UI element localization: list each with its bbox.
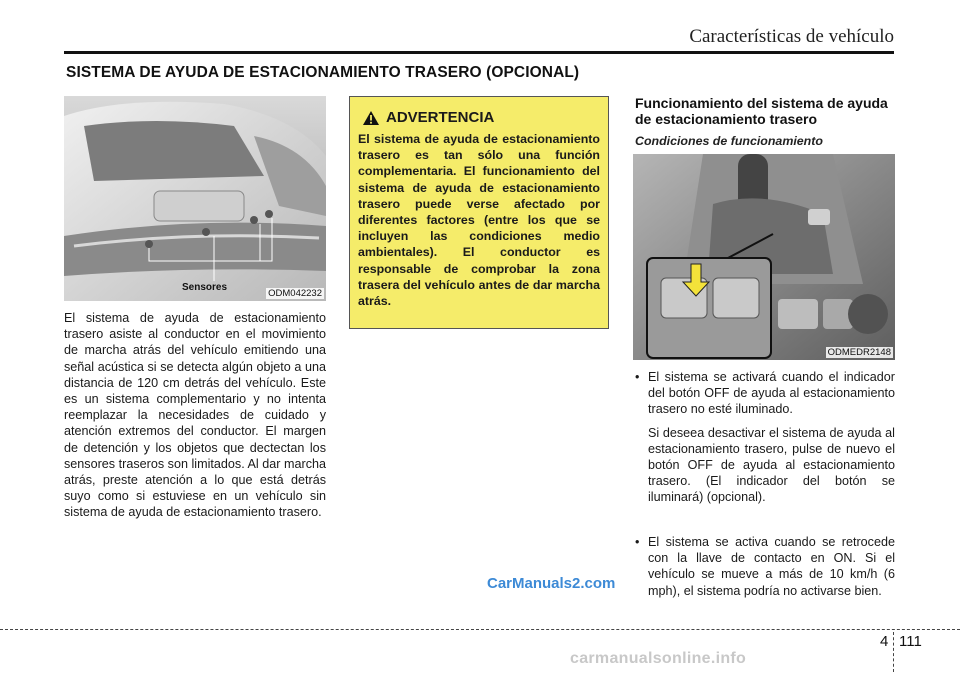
page-separator — [893, 632, 894, 672]
warning-title: ADVERTENCIA — [386, 109, 495, 126]
image-code: ODM042232 — [268, 288, 322, 299]
page-number: 111 — [899, 633, 922, 650]
center-console-illustration — [633, 154, 895, 360]
operation-subtitle: Condiciones de funcionamiento — [635, 134, 823, 148]
watermark-link[interactable]: CarManuals2.com — [487, 575, 616, 592]
console-button-photo — [633, 154, 895, 360]
chapter-number: 4 — [880, 633, 889, 650]
bullet-item — [635, 534, 895, 599]
bullet-continuation: Si deseea desactivar el sistema de ayuda al estacionamiento trasero, pulse de nuevo el botón OFF de ayuda al estacionamiento trasero. (El indicador del botón se iluminará) (opcional). — [648, 425, 895, 505]
rear-sensors-photo — [64, 96, 326, 301]
warning-box — [349, 96, 609, 329]
bullet-symbol: • — [635, 370, 640, 384]
warning-header — [362, 109, 494, 126]
chapter-title: Características de vehículo — [689, 26, 894, 47]
warning-triangle-icon — [362, 110, 380, 126]
intro-paragraph: El sistema de ayuda de estacionamiento trasero asiste al conductor en el movimiento de marcha atrás del vehículo emitiendo una señal acústica si se detecta algún objeto a una distancia de 120 cm detrás del vehículo. Este es un sistema complementario y no intenta reemplazar la necesidades de cuidado y atención extremos del conductor. El margen de detención y los objetos que dectectan los sensores traseros son limitados. Al dar marcha atrás, preste atención a lo que está detrás suyo como si estuviese en un vehículo sin sistema de ayuda de estacionamiento trasero. — [64, 311, 326, 520]
bullet-item — [635, 369, 895, 506]
bullet-text: El sistema se activará cuando el indicador del botón OFF de ayuda al estacionamiento trasero no esté iluminado. — [648, 370, 895, 417]
bullet-text: El sistema se activa cuando se retrocede con la llave de contacto en ON. Si el vehículo se mueve a más de 10 km/h (6 mph), el sistema podría no activarse bien. — [648, 535, 895, 598]
sensors-label: Sensores — [182, 282, 228, 293]
image-code: ODMEDR2148 — [827, 347, 891, 358]
footer-rule — [0, 629, 960, 630]
rear-bumper-illustration — [64, 96, 326, 301]
bullet-symbol: • — [635, 535, 640, 549]
operation-title: Funcionamiento del sistema de ayuda de estacionamiento trasero — [635, 95, 888, 127]
warning-text: El sistema de ayuda de estacionamiento trasero es tan sólo una función complementaria. El funcionamiento del sistema de ayuda de estacionamiento trasero puede verse afectado por diferentes factores (entre los que se incluyen las condiciones medio ambientales). El conductor es responsable de comprobar la zona trasera del vehículo antes de dar marcha atrás. — [358, 132, 600, 309]
header-rule — [64, 51, 894, 54]
section-title: SISTEMA DE AYUDA DE ESTACIONAMIENTO TRASERO (OPCIONAL) — [66, 64, 580, 81]
watermark-text: carmanualsonline.info — [570, 650, 747, 667]
